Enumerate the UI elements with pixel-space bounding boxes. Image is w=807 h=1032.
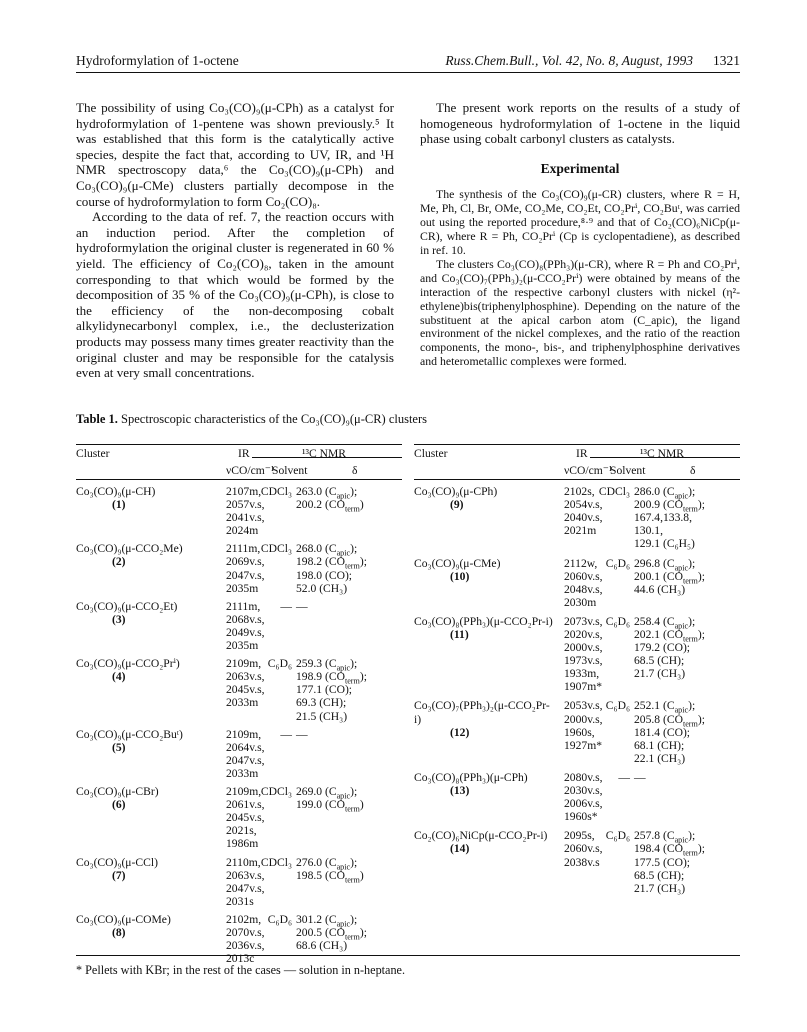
ir-band: 2036v.s,	[226, 939, 265, 953]
nmr-shift: 200.1 $(CO_{term})$;	[634, 569, 705, 585]
ir-band: 2035m	[226, 639, 259, 653]
nmr-solvent: CDCl₃	[260, 485, 292, 498]
nmr-shift: 200.2 $(CO_{term})$	[296, 498, 364, 514]
compound-number: (6)	[112, 798, 126, 812]
col-ir-unit: νCO/cm⁻¹	[564, 464, 613, 477]
cluster-formula: Co₃(CO)₇(PPh₃)₂(μ-CCO₂Pr-i)	[414, 699, 550, 726]
nmr-shifts	[634, 699, 744, 764]
cluster-name	[414, 829, 554, 855]
ir-band: 2041v.s,	[226, 511, 265, 525]
paragraph: According to the data of ref. 7, the reaction occurs with an induction period. After the completion of hydroformylation the original cluster is regenerated in 60 % yield. The efficiency of Co₂(CO)₈, taken in the amount corresponding to that which would be formed by the decomposition of 35 % of the Co₃(CO)₉(μ-CPh), is close to the efficiency of the non-decomposing cobalt alkylidynecarbonyl complex, i.e., the declusterization products may possess many times greater reactivity than the original cluster and may be responsible for the catalysis even at very small concentrations.	[76, 209, 394, 381]
nmr-shift: —	[634, 770, 646, 784]
nmr-shift: 129.1 (C₆H₅)	[634, 537, 695, 551]
ir-band: 2063v.s,	[226, 670, 265, 684]
nmr-shifts	[634, 615, 744, 680]
table-row	[76, 657, 402, 728]
compound-number: (8)	[112, 926, 126, 940]
col-delta: δ	[690, 464, 696, 477]
nmr-solvent: —	[618, 770, 630, 784]
nmr-shift: 200.5 $(CO_{term})$;	[296, 926, 367, 942]
nmr-shifts	[296, 657, 406, 722]
nmr-solvent: C₆D₆	[605, 699, 630, 713]
table-row	[414, 485, 740, 557]
cluster-name	[76, 657, 216, 683]
ir-band: 2047v.s,	[226, 753, 265, 767]
ir-band: 2033m	[226, 766, 259, 780]
table-subheader-row	[76, 462, 402, 479]
ir-band: 2020v.s,	[564, 627, 603, 641]
ir-band: 2070v.s,	[226, 926, 265, 940]
compound-number: (10)	[450, 569, 470, 583]
nmr-shift: 198.0 (CO);	[296, 568, 353, 582]
nmr-shift: 22.1 (CH₃)	[634, 751, 686, 765]
cluster-name	[76, 485, 216, 511]
ir-band: 2031s	[226, 894, 254, 908]
ir-band: 1973v.s,	[564, 654, 603, 668]
cluster-name	[414, 485, 554, 511]
nmr-shift: 200.9 $(CO_{term})$;	[634, 498, 705, 514]
table-footnote: * Pellets with KBr; in the rest of the cases — solution in n-heptane.	[76, 963, 406, 977]
ir-band: 2112w,	[564, 556, 598, 570]
nmr-shift: 181.4 (CO);	[634, 725, 691, 739]
table-row	[414, 771, 740, 829]
nmr-shift: 259.3 $(C_{apic})$;	[296, 657, 358, 673]
table-row	[76, 542, 402, 599]
ir-band: 2069v.s,	[226, 555, 265, 569]
nmr-shift: 68.5 (CH);	[634, 868, 685, 882]
ir-band: 2047v.s,	[226, 881, 265, 895]
ir-band: 2035m	[226, 581, 259, 595]
ir-band: 2102s,	[564, 485, 595, 498]
nmr-shift: 257.8 $(C_{apic})$;	[634, 829, 696, 845]
nmr-shift: 52.0 (CH₃)	[296, 581, 348, 595]
table-header-rule	[414, 479, 740, 480]
nmr-shift: 263.0 $(C_{apic})$;	[296, 485, 358, 501]
cluster-name	[76, 600, 216, 626]
cluster-name	[76, 913, 216, 939]
paragraph: The possibility of using Co₃(CO)₉(μ-CPh) as a catalyst for hydroformylation of 1-pentene was shown previously.⁵ It was established that this form is the catalytically active species, despite the fact that, according to UV, IR, and ¹H NMR spectroscopy data,⁶ the Co₃(CO)₉(μ-CPh) and Co₃(CO)₉(μ-CMe) clusters partially decompose in the course of hydroformylation to form Co₂(CO)₈.	[76, 100, 394, 209]
nmr-solvent: CDCl₃	[260, 855, 292, 869]
table-body-left	[76, 485, 402, 970]
nmr-shift: —	[296, 727, 308, 741]
cluster-name	[414, 771, 554, 797]
table-row	[76, 600, 402, 657]
nmr-shift: 198.2 $(CO_{term})$;	[296, 555, 367, 571]
ir-band: 2040v.s,	[564, 511, 603, 525]
nmr-shift: 286.0 $(C_{apic})$;	[634, 485, 696, 501]
cluster-formula: Co₃(CO)₉(μ-CCl)	[76, 855, 158, 869]
table-row	[76, 913, 402, 970]
nmr-solvent: CDCl₃	[598, 485, 630, 498]
cluster-formula: Co₃(CO)₉(μ-CPh)	[414, 485, 498, 498]
header-journal	[445, 53, 740, 69]
cluster-name	[76, 728, 216, 754]
table-right-half	[414, 444, 740, 901]
ir-band: 2111m,	[226, 542, 261, 556]
cluster-name	[76, 856, 216, 882]
nmr-shift: 21.5 (CH₃)	[296, 709, 348, 723]
nmr-solvent: C₆D₆	[267, 912, 292, 926]
nmr-shift: 68.1 (CH);	[634, 738, 685, 752]
table-header-row	[414, 445, 740, 462]
ir-band: 2053v.s,	[564, 699, 603, 713]
ir-band: 2111m,	[226, 599, 261, 613]
ir-band: 1933m,	[564, 667, 600, 681]
compound-number: (13)	[450, 784, 470, 798]
experimental-text	[420, 188, 740, 369]
nmr-shifts	[296, 600, 406, 613]
table-row	[76, 856, 402, 913]
col-delta: δ	[352, 464, 358, 477]
nmr-rule	[252, 457, 402, 458]
cluster-formula: Co₂(CO)₆NiCp(μ-CCO₂Pr-i)	[414, 829, 548, 843]
nmr-shift: 252.1 $(C_{apic})$;	[634, 699, 696, 715]
table-row	[414, 615, 740, 700]
nmr-solvent: CDCl₃	[260, 542, 292, 556]
ir-band: 2068v.s,	[226, 612, 265, 626]
nmr-shift: 167.4,133.8,	[634, 511, 692, 525]
col-ir: IR	[576, 447, 588, 460]
nmr-shifts	[634, 557, 744, 596]
compound-number: (1)	[112, 498, 126, 512]
cluster-name	[76, 542, 216, 568]
nmr-shifts	[634, 771, 744, 784]
col-solvent: Solvent	[272, 464, 308, 477]
nmr-shift: 177.5 (CO);	[634, 855, 691, 869]
nmr-solvent: C₆D₆	[267, 657, 292, 671]
ir-band: 2033m	[226, 696, 259, 710]
nmr-shift: 269.0 $(C_{apic})$;	[296, 785, 358, 801]
table-bottom-rule	[76, 955, 740, 956]
compound-number: (4)	[112, 670, 126, 684]
nmr-shift: 301.2 $(C_{apic})$;	[296, 912, 358, 929]
nmr-shift: 268.0 $(C_{apic})$;	[296, 542, 358, 558]
table-label: Table 1.	[76, 412, 118, 426]
header-rule	[76, 72, 740, 73]
ir-band: 2061v.s,	[226, 798, 265, 812]
ir-band: 2110m,	[226, 855, 261, 869]
ir-band: 2047v.s,	[226, 568, 265, 582]
table-header-rule	[76, 479, 402, 480]
col-cluster: Cluster	[414, 447, 448, 460]
nmr-solvent: C₆D₆	[605, 614, 630, 628]
cluster-formula: Co₃(CO)₈(PPh₃)(μ-CPh)	[414, 770, 528, 784]
ir-band: 2021m	[564, 524, 597, 538]
ir-band: 2038v.s	[564, 855, 600, 869]
nmr-shift: 205.8 $(CO_{term})$;	[634, 712, 705, 728]
ir-band: 2060v.s,	[564, 842, 603, 856]
compound-number: (3)	[112, 612, 126, 626]
nmr-shift: 21.7 (CH₃)	[634, 667, 686, 681]
table-title: Spectroscopic characteristics of the Co₃(CO)₉(μ-CR) clusters	[121, 412, 427, 426]
nmr-shift: 21.7 (CH₃)	[634, 881, 686, 895]
nmr-shift: 198.4 $(CO_{term})$;	[634, 842, 705, 858]
ir-band: 2107m,	[226, 485, 262, 498]
nmr-solvent: CDCl₃	[260, 785, 292, 799]
nmr-solvent: C₆D₆	[605, 556, 630, 570]
nmr-shift: 202.1 $(CO_{term})$;	[634, 627, 705, 644]
table-caption	[76, 412, 740, 427]
ir-band: 1986m	[226, 837, 259, 851]
nmr-shift: 179.2 (CO);	[634, 641, 691, 655]
nmr-shift: 68.6 (CH₃)	[296, 939, 348, 953]
nmr-shift: 276.0 $(C_{apic})$;	[296, 855, 358, 871]
running-header	[76, 53, 740, 73]
ir-band: 2013c	[226, 952, 255, 966]
nmr-shift: 44.6 (CH₃)	[634, 582, 686, 596]
cluster-formula: Co₃(CO)₉(μ-CCO₂Buᵗ)	[76, 727, 183, 741]
nmr-shift: 198.5 $(CO_{term})$	[296, 868, 364, 884]
table-header-row	[76, 445, 402, 462]
left-column	[76, 100, 394, 381]
table-body-right	[414, 485, 740, 901]
table-row	[414, 557, 740, 615]
nmr-shifts	[296, 913, 406, 952]
ir-band: 2045v.s,	[226, 811, 265, 825]
table-left-half	[76, 444, 402, 970]
nmr-shifts	[296, 485, 406, 514]
cluster-formula: Co₃(CO)₉(μ-CMe)	[414, 556, 501, 570]
nmr-shifts	[296, 728, 406, 741]
nmr-solvent: C₆D₆	[605, 829, 630, 843]
nmr-shifts	[634, 829, 744, 894]
ir-band: 2030m	[564, 595, 597, 609]
ir-band: 2063v.s,	[226, 868, 265, 882]
nmr-shift: 130.1,	[634, 524, 663, 538]
ir-band: 2080v.s,	[564, 770, 603, 784]
nmr-shift: 198.9 $(CO_{term})$;	[296, 670, 367, 686]
header-title: Hydroformylation of 1-octene	[76, 53, 239, 68]
cluster-formula: Co₃(CO)₉(μ-CCO₂Prⁱ)	[76, 657, 180, 671]
ir-band: 1927m*	[564, 738, 603, 752]
nmr-solvent: —	[280, 599, 292, 613]
nmr-shift: 199.0 $(CO_{term})$	[296, 798, 364, 814]
ir-band: 2054v.s,	[564, 498, 603, 512]
compound-number: (5)	[112, 740, 126, 754]
ir-band: 2064v.s,	[226, 740, 265, 754]
cluster-name	[414, 615, 554, 641]
journal-citation: Russ.Chem.Bull., Vol. 42, No. 8, August, 1993	[445, 53, 693, 68]
col-ir-unit: νCO/cm⁻¹	[226, 464, 275, 477]
ir-band: 2006v.s,	[564, 797, 603, 811]
ir-band: 2073v.s,	[564, 614, 603, 628]
table-row	[76, 485, 402, 542]
ir-band: 2109m,	[226, 657, 262, 671]
nmr-shifts	[296, 542, 406, 594]
col-nmr: ¹³C NMR	[640, 447, 684, 460]
cluster-formula: Co₃(CO)₉(μ-COMe)	[76, 912, 171, 926]
section-heading: Experimental	[540, 160, 620, 176]
nmr-shift: 296.8 $(C_{apic})$;	[634, 556, 696, 572]
ir-band: 2109m,	[226, 727, 262, 741]
ir-band: 1960s,	[564, 725, 595, 739]
ir-band: 2102m,	[226, 912, 262, 926]
nmr-shift: 177.1 (CO);	[296, 683, 353, 697]
compound-number: (9)	[450, 498, 464, 512]
nmr-shifts	[296, 856, 406, 882]
cluster-formula: Co₃(CO)₉(μ-CH)	[76, 485, 156, 498]
compound-number: (2)	[112, 555, 126, 569]
page-number: 1321	[713, 53, 740, 68]
col-cluster: Cluster	[76, 447, 110, 460]
paragraph: The synthesis of the Co₃(CO)₉(μ-CR) clusters, where R = H, Me, Ph, Cl, Br, OMe, CO₂Me, CO₂Et, CO₂Prⁱ, CO₂Buᵗ, was carried out using the reported procedure,⁸·⁹ and that of Co₂(CO)₆NiCp(μ-CR), where R = Ph, CO₂Prⁱ (Cp is cyclopentadiene), as described in ref. 10.	[420, 187, 740, 257]
ir-band: 2057v.s,	[226, 498, 265, 512]
table-row	[414, 699, 740, 771]
table-row	[76, 728, 402, 785]
nmr-shift: —	[296, 599, 308, 613]
cluster-name	[414, 699, 554, 738]
ir-band: 1907m*	[564, 680, 603, 694]
nmr-shifts	[296, 785, 406, 814]
compound-number: (11)	[450, 627, 469, 641]
cluster-formula: Co₃(CO)₈(PPh₃)(μ-CCO₂Pr-i)	[414, 614, 553, 628]
ir-band: 2030v.s,	[564, 784, 603, 798]
cluster-formula: Co₃(CO)₉(μ-CCO₂Et)	[76, 599, 178, 613]
ir-band: 2021s,	[226, 824, 257, 838]
ir-band: 2109m,	[226, 785, 262, 799]
table-row	[414, 829, 740, 901]
cluster-formula: Co₃(CO)₉(μ-CBr)	[76, 785, 159, 799]
right-column	[420, 100, 740, 369]
ir-band: 2048v.s,	[564, 582, 603, 596]
ir-band: 2000v.s,	[564, 712, 603, 726]
table-subheader-row	[414, 462, 740, 479]
nmr-shift: 69.3 (CH);	[296, 696, 347, 710]
nmr-rule	[590, 457, 740, 458]
paragraph: The clusters Co₃(CO)₈(PPh₃)(μ-CR), where R = Ph and CO₂Prⁱ, and Co₃(CO)₇(PPh₃)₂(μ-CCO₂Prⁱ) were obtained by means of the interaction of the respective carbonyl clusters with nickel (η²-ethylene)bis(triphenylphosphine). Depending on the nature of the substituent at the apical carbon atom (C_apic), the ligand environment of the nickel complexes, and the ratio of the reaction components, the mono-, bis-, and triphenylphosphine derivatives and heterometallic complexes were formed.	[420, 256, 740, 369]
ir-band: 2045v.s,	[226, 683, 265, 697]
cluster-name	[76, 785, 216, 811]
compound-number: (14)	[450, 842, 470, 856]
nmr-shift: 68.5 (CH);	[634, 654, 685, 668]
table-row	[76, 785, 402, 856]
cluster-formula: Co₃(CO)₉(μ-CCO₂Me)	[76, 542, 183, 556]
ir-band: 2024m	[226, 524, 259, 538]
ir-band: 1960s*	[564, 810, 598, 824]
col-solvent: Solvent	[610, 464, 646, 477]
compound-number: (12)	[450, 725, 470, 739]
intro-paragraph: The present work reports on the results of a study of homogeneous hydroformylation of 1-octene in the liquid phase using cobalt carbonyl clusters as catalysts.	[420, 100, 740, 147]
compound-number: (7)	[112, 868, 126, 882]
ir-band: 2049v.s,	[226, 625, 265, 639]
ir-band: 2060v.s,	[564, 569, 603, 583]
col-nmr: ¹³C NMR	[302, 447, 346, 460]
nmr-shift: 258.4 $(C_{apic})$;	[634, 614, 696, 631]
col-ir: IR	[238, 447, 250, 460]
nmr-solvent: —	[280, 727, 292, 741]
nmr-shifts	[634, 485, 744, 550]
cluster-name	[414, 557, 554, 583]
ir-band: 2000v.s,	[564, 641, 603, 655]
ir-band: 2095s,	[564, 829, 595, 843]
